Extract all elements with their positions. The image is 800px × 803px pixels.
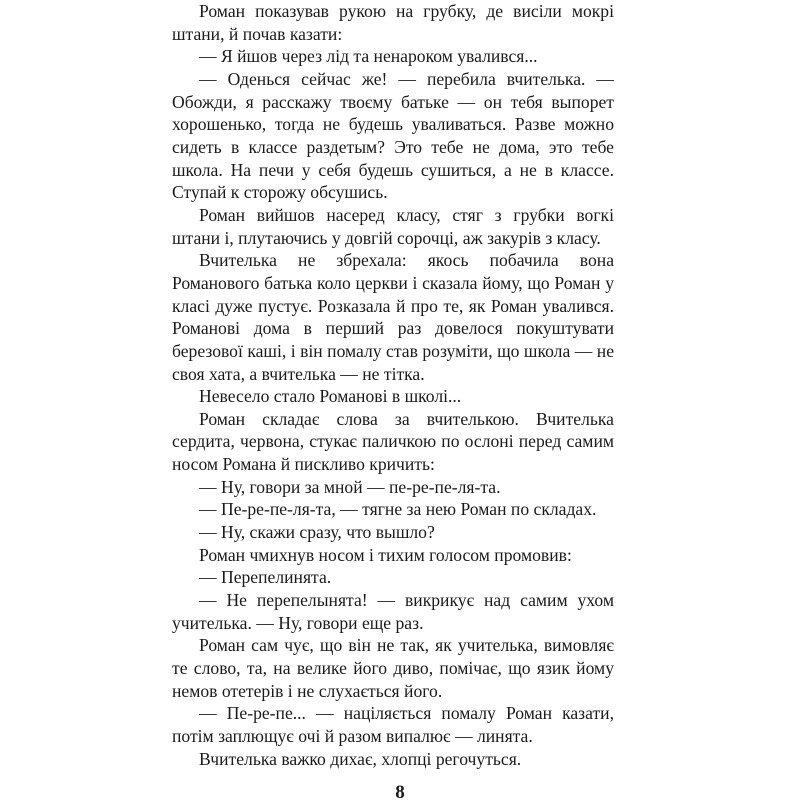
paragraph-11: Роман чмихнув носом і тихим голосом промовив:: [199, 544, 572, 565]
paragraph-16: Вчителька важко дихає, хлопці регочуться.: [199, 748, 522, 769]
paragraph-9: — Пе-ре-пе-ля-та, — тягне за нею Роман по складах.: [199, 499, 597, 520]
paragraph-5: Вчителька не збрехала: якось побачила вона Романового батька коло церкви і сказала йому, що Роман у класі дуже пустує. Розказала й про те, як Роман увалився. Романові дома в перший раз довелося покуштувати березової каші, і він помалу став розуміти, що школа — не своя хата, а вчителька — не тітка.: [172, 250, 614, 384]
paragraph-13: — Не перепелынята! — викрикує над самим ухом учителька. — Ну, говори еще раз.: [172, 590, 614, 633]
paragraph-6: Невесело стало Романові в школі...: [199, 386, 462, 407]
paragraph-7: Роман складає слова за вчителькою. Вчителька сердита, червона, стукає паличкою по ослоні перед самим носом Романа й пискливо кричить:: [172, 408, 614, 475]
paragraph-10: — Ну, скажи сразу, что вышло?: [199, 522, 435, 543]
paragraph-2: — Я йшов через лід та ненароком увалився...: [199, 46, 538, 67]
page-number: 8: [395, 782, 405, 803]
paragraph-1: Роман показував рукою на грубку, де висіли мокрі штани, й почав казати:: [172, 1, 614, 44]
paragraph-3: — Оденься сейчас же! — перебила вчителька. — Обожди, я расскажу твоєму батьке — он тебя выпорет хорошенько, тогда не будешь уваливаться. Разве можно сидеть в классе раздетым? Это тебе не дома, это тебе школа. На печи у себя будешь сушиться, а не в классе. Ступай к сторожу обсушись.: [172, 68, 614, 203]
paragraph-14: Роман сам чує, що він не так, як учителька, вимовляє те слово, та, на велике його диво, помічає, що язик йому немов отетерів і не слухається його.: [172, 635, 614, 701]
body-text: [172, 0, 614, 770]
paragraph-15: — Пе-ре-пе... — націляється помалу Роман казати, потім заплющує очі й разом випалює — линята.: [172, 703, 614, 746]
paragraph-12: — Перепелинята.: [199, 567, 332, 588]
paragraph-8: — Ну, говори за мной — пе-ре-пе-ля-та.: [199, 476, 501, 497]
paragraph-4: Роман вийшов насеред класу, стяг з грубки вогкі штани і, плутаючись у довгій сорочці, аж закурів з класу.: [172, 204, 614, 248]
